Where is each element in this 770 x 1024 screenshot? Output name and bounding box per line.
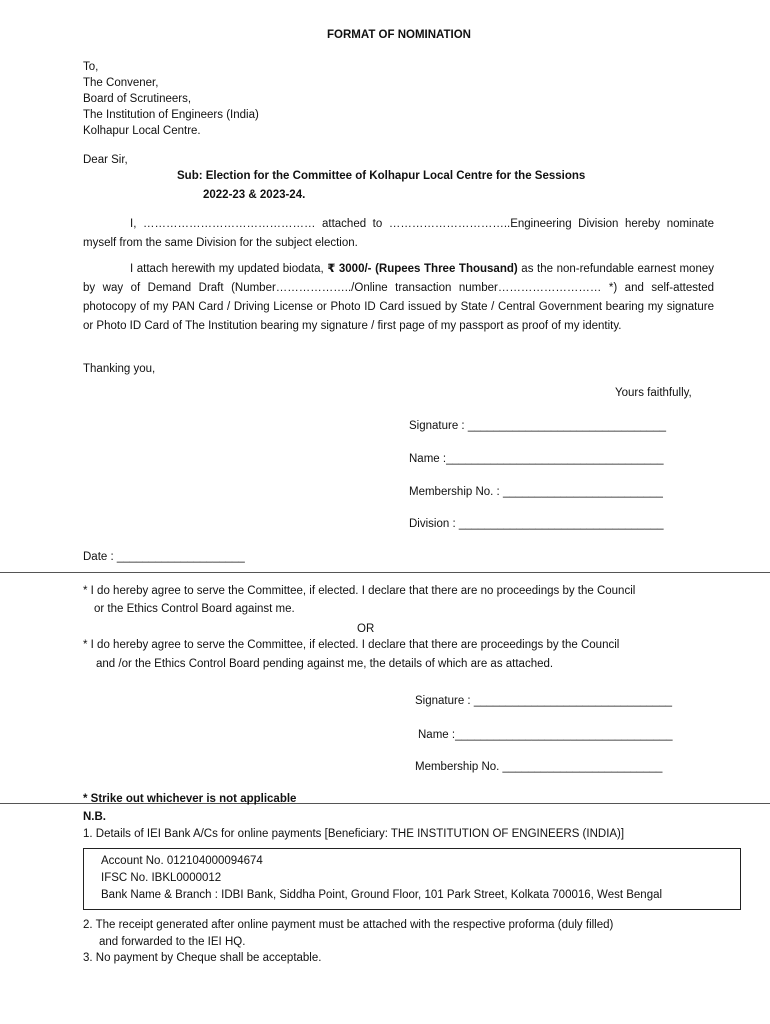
- nb-item-2-line-2: and forwarded to the IEI HQ.: [99, 936, 246, 948]
- division-field[interactable]: Division : ________________________________: [409, 518, 664, 530]
- attachment-paragraph: [83, 260, 714, 336]
- thanking-text: Thanking you,: [83, 363, 156, 375]
- bank-ifsc: IFSC No. IBKL0000012: [101, 872, 222, 884]
- address-board: Board of Scrutineers,: [83, 93, 192, 105]
- section-divider: [0, 572, 770, 573]
- name-field[interactable]: Name :__________________________________: [409, 453, 664, 465]
- address-convener: The Convener,: [83, 77, 159, 89]
- bank-branch: Bank Name & Branch : IDBI Bank, Siddha Point, Ground Floor, 101 Park Street, Kolkata 700016, West Bengal: [101, 889, 663, 901]
- declaration-2-line-1: * I do hereby agree to serve the Committee, if elected. I declare that there are proceedings by the Council: [83, 639, 620, 651]
- nb-item-3: 3. No payment by Cheque shall be acceptable.: [83, 952, 322, 964]
- subject-line-1: Sub: Election for the Committee of Kolhapur Local Centre for the Sessions: [177, 170, 586, 182]
- bank-details-box: [83, 848, 741, 910]
- body-paragraphs: [83, 215, 714, 336]
- nb-heading: N.B.: [83, 811, 106, 823]
- declaration-1-line-1: * I do hereby agree to serve the Committee, if elected. I declare that there are no proceedings by the Council: [83, 585, 636, 597]
- earnest-money-amount: ₹ 3000/- (Rupees Three Thousand): [327, 263, 518, 275]
- declaration-2-line-2: and /or the Ethics Control Board pending against me, the details of which are as attached.: [96, 658, 554, 670]
- subject-line-2: 2022-23 & 2023-24.: [203, 189, 306, 201]
- document-title: FORMAT OF NOMINATION: [327, 29, 471, 41]
- signature-field-2[interactable]: Signature : _______________________________: [415, 695, 673, 707]
- strike-out-note: * Strike out whichever is not applicable: [83, 793, 297, 805]
- date-field[interactable]: Date : ____________________: [83, 551, 245, 563]
- name-field-2[interactable]: Name :__________________________________: [418, 729, 673, 741]
- yours-faithfully: Yours faithfully,: [615, 387, 692, 399]
- nb-item-1: 1. Details of IEI Bank A/Cs for online payments [Beneficiary: THE INSTITUTION OF ENGINEERS (INDIA)]: [83, 828, 625, 840]
- address-centre: Kolhapur Local Centre.: [83, 125, 201, 137]
- or-separator: OR: [357, 623, 375, 635]
- attachment-text-pre: I attach herewith my updated biodata,: [130, 263, 324, 275]
- nomination-paragraph: I, ……………………………………… attached to …………………………..Engineering Division hereby nominate myself from the same Division for the subject election.: [83, 218, 714, 249]
- bank-account-number: Account No. 012104000094674: [101, 855, 263, 867]
- salutation: Dear Sir,: [83, 154, 128, 166]
- membership-field[interactable]: Membership No. : _________________________: [409, 486, 663, 498]
- attachment-text-post: as the non-refundable earnest money by way of Demand Draft (Number………………../Online transaction number……………………… *) and self-attested photocopy of my PAN Card / Driving License or Photo ID Card issued by State / Central Government bearing my signature or Photo ID Card of The Institution bearing my signature / first page of my passport as proof of my identity.: [83, 263, 714, 332]
- declaration-1-line-2: or the Ethics Control Board against me.: [94, 603, 295, 615]
- signature-field[interactable]: Signature : _______________________________: [409, 420, 667, 432]
- nb-item-2-line-1: 2. The receipt generated after online payment must be attached with the respective proforma (duly filled): [83, 919, 614, 931]
- membership-field-2[interactable]: Membership No. _________________________: [415, 761, 663, 773]
- address-institution: The Institution of Engineers (India): [83, 109, 259, 121]
- address-to: To,: [83, 61, 99, 73]
